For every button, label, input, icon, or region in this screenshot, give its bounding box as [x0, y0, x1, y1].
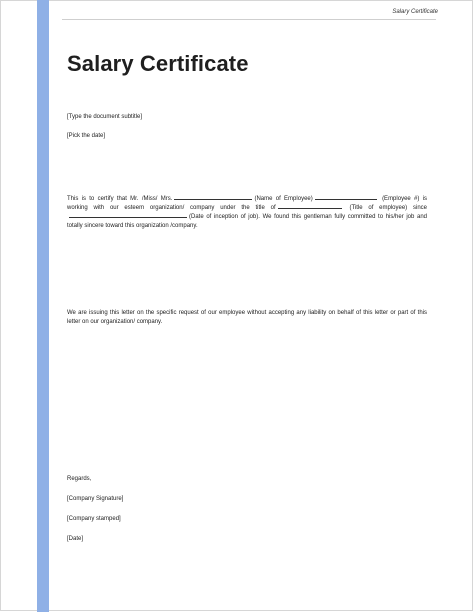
title-blank[interactable] [278, 204, 342, 209]
name-blank[interactable] [174, 195, 252, 200]
date-picker-field[interactable]: [Pick the date] [67, 133, 106, 139]
blue-side-band [37, 0, 49, 612]
company-stamp-field[interactable]: [Company stamped] [67, 516, 121, 522]
paragraph1-part2: (Name of Employee) [254, 196, 313, 202]
paragraph1-part4: (Title of employee) since [349, 205, 427, 211]
header-rule [62, 19, 436, 20]
request-paragraph: We are issuing this letter on the specific request of our employee without accepting any liability on behalf of this letter or part of this letter on our organization/ company. [67, 310, 427, 325]
paragraph1-part5: (Date of inception of job). We found this gentleman fully committed to his/her job and totally sincere toward this organization /company. [67, 214, 427, 229]
company-signature-field[interactable]: [Company Signature] [67, 496, 124, 502]
paragraph1-part1: This is to certify that Mr. /Miss/ Mrs. [67, 196, 173, 202]
document-title: Salary Certificate [67, 51, 249, 76]
closing-date-field[interactable]: [Date] [67, 536, 84, 542]
regards-text: Regards, [67, 476, 92, 482]
employee-number-blank[interactable] [315, 195, 377, 200]
paragraph1-part3: (Employee #) is working with our esteem organization/ company under the title of [67, 196, 428, 211]
subtitle-field[interactable]: [Type the document subtitle] [67, 114, 143, 120]
inception-date-blank[interactable] [69, 213, 187, 218]
running-header: Salary Certificate [392, 9, 438, 15]
certification-paragraph [67, 195, 427, 231]
